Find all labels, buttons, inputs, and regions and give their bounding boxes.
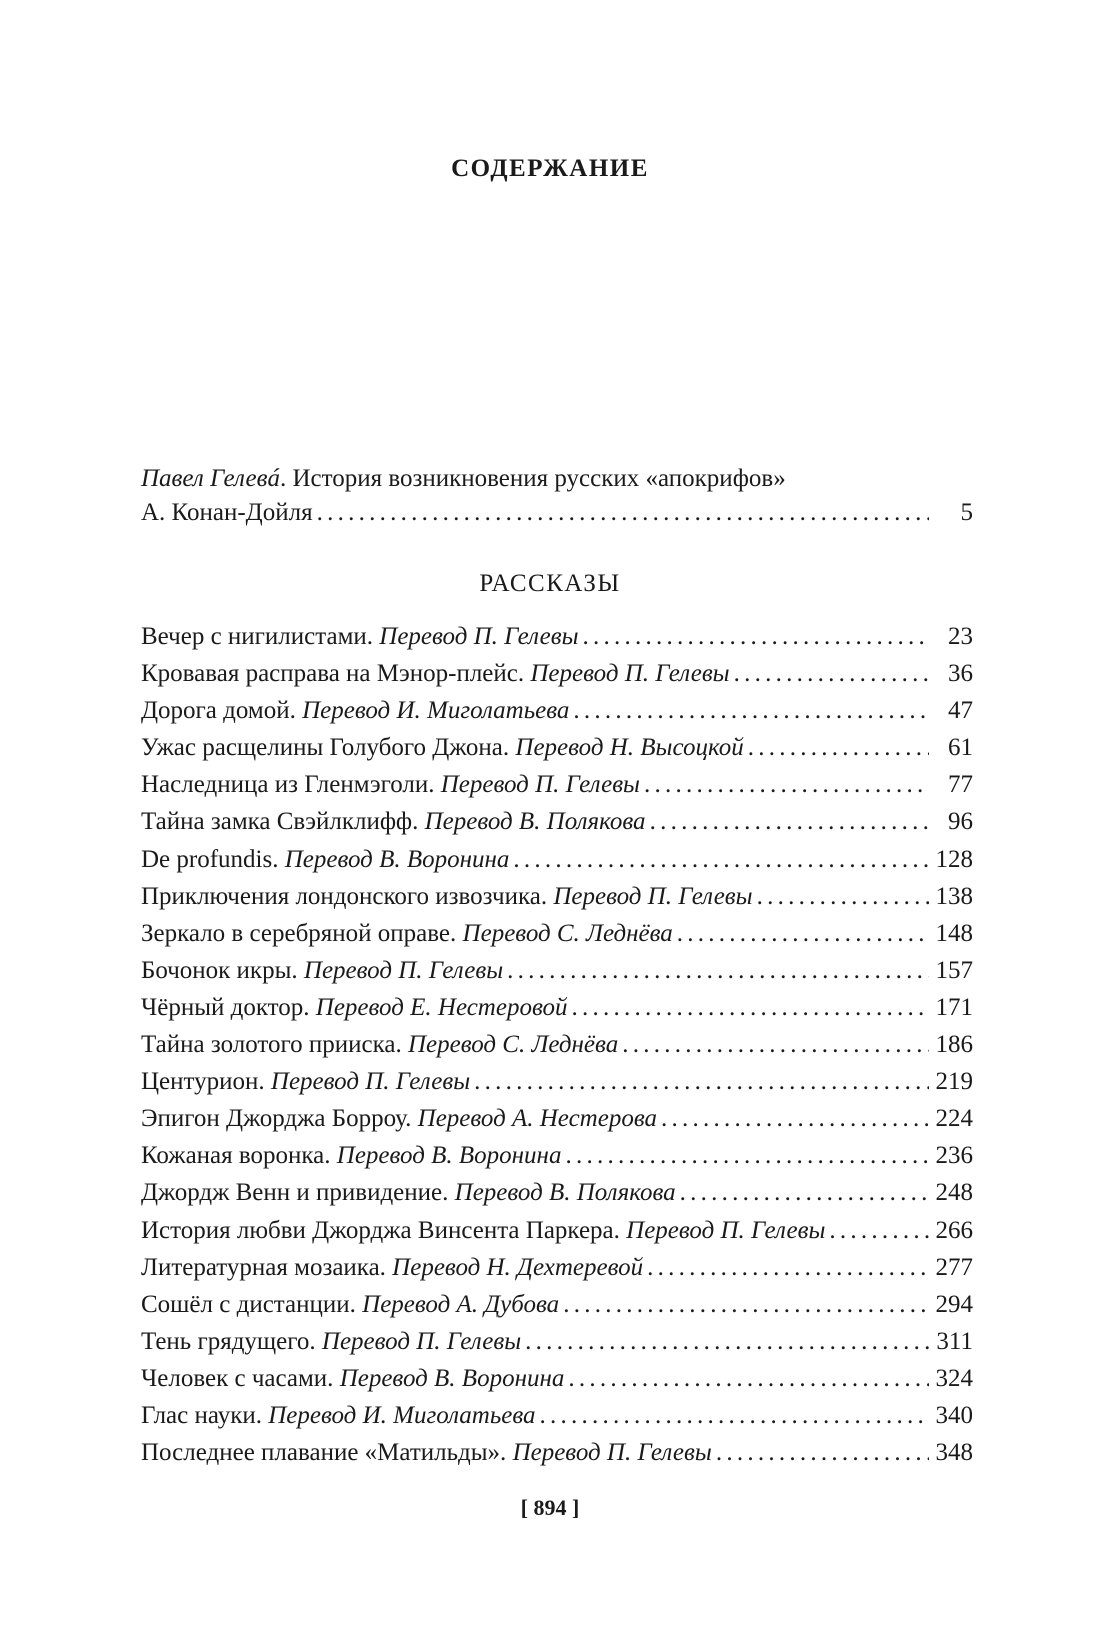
story-translator: Перевод Н. Дехтеревой (392, 1253, 644, 1281)
story-page-number: 266 (935, 1216, 973, 1244)
toc-entry-title (141, 989, 567, 1026)
story-page-number: 277 (935, 1253, 973, 1281)
toc-entry[interactable] (141, 729, 973, 766)
story-translator: Перевод А. Дубова (362, 1290, 560, 1318)
story-translator: Перевод А. Нестерова (417, 1105, 657, 1133)
story-title: Тень грядущего. (141, 1327, 316, 1355)
story-translator: Перевод П. Гелевы (270, 1068, 471, 1096)
page-folio: [ 894 ] (520, 1495, 580, 1520)
toc-entry-title (141, 1026, 618, 1063)
preface-title-line (141, 462, 973, 496)
story-title: Глас науки. (141, 1401, 262, 1429)
dot-leader (568, 1360, 929, 1397)
story-translator: Перевод Е. Нестеровой (315, 993, 568, 1021)
story-title: Ужас расщелины Голубого Джона. (141, 734, 510, 762)
toc-entry-title (141, 803, 646, 840)
story-title: Человек с часами. (141, 1364, 334, 1392)
toc-entry[interactable] (141, 841, 973, 878)
preface-title-part1: . История возникновения русских «апокрифов» (279, 465, 786, 492)
toc-entry-title (141, 841, 509, 878)
story-title: Тайна замка Свэйлклифф. (141, 808, 419, 836)
toc-entry-title (141, 915, 673, 952)
toc-entry[interactable] (141, 1360, 973, 1397)
story-translator: Перевод П. Гелевы (512, 1439, 712, 1467)
story-title: Чёрный доктор. (141, 993, 310, 1021)
dot-leader (734, 655, 929, 692)
dot-leader (680, 1174, 929, 1211)
story-translator: Перевод П. Гелевы (321, 1327, 522, 1355)
story-page-number: 36 (948, 660, 973, 688)
toc-entry[interactable] (141, 915, 973, 952)
dot-leader (622, 1026, 929, 1063)
story-page-number: 23 (948, 623, 973, 650)
dot-leader (661, 1100, 929, 1137)
toc-entry[interactable] (141, 1137, 973, 1174)
story-page-number: 248 (935, 1179, 973, 1207)
toc-entry-title (141, 1397, 536, 1434)
story-translator: Перевод В. Воронина (339, 1364, 565, 1392)
story-title: Сошёл с дистанции. (141, 1290, 356, 1318)
stories-list (141, 618, 973, 1471)
preface-second-line (141, 496, 973, 530)
toc-entry[interactable] (141, 989, 973, 1026)
toc-entry[interactable] (141, 803, 973, 840)
toc-entry[interactable] (141, 1212, 973, 1249)
story-translator: Перевод В. Воронина (284, 845, 510, 873)
toc-entry-title (141, 766, 640, 803)
story-translator: Перевод С. Леднёва (407, 1031, 619, 1059)
story-title: Тайна золотого прииска. (141, 1031, 402, 1059)
toc-entry-title (141, 1323, 521, 1360)
dot-leader (474, 1063, 929, 1100)
story-page-number: 224 (935, 1105, 973, 1133)
story-translator: Перевод И. Миголатьева (302, 697, 570, 725)
toc-entry-title (141, 1100, 657, 1137)
toc-entry[interactable] (141, 1323, 973, 1360)
story-title: De profundis. (141, 845, 279, 873)
dot-leader (540, 1397, 930, 1434)
toc-entry-title (141, 1434, 712, 1471)
dot-leader (317, 496, 929, 530)
toc-entry-title (141, 1286, 559, 1323)
story-title: Бочонок икры. (141, 956, 298, 984)
dot-leader (829, 1212, 929, 1249)
toc-entry[interactable] (141, 1286, 973, 1323)
story-translator: Перевод В. Воронина (336, 1142, 562, 1170)
toc-entry[interactable] (141, 1100, 973, 1137)
dot-leader (716, 1434, 929, 1471)
story-page-number: 47 (948, 697, 973, 725)
toc-entry[interactable] (141, 1397, 973, 1434)
toc-entry-title (141, 618, 579, 655)
story-page-number: 311 (936, 1327, 973, 1355)
toc-entry-title (141, 1249, 643, 1286)
story-page-number: 157 (935, 956, 973, 984)
preface-author: Павел Гелевá (141, 465, 280, 492)
story-translator: Перевод С. Леднёва (462, 919, 673, 947)
story-page-number: 138 (935, 882, 973, 910)
story-page-number: 340 (935, 1401, 973, 1429)
toc-entry-title (141, 1174, 676, 1211)
story-title: Зеркало в серебряной оправе. (141, 919, 457, 947)
section-heading-stories: РАССКАЗЫ (479, 570, 621, 597)
dot-leader (565, 1137, 929, 1174)
story-page-number: 324 (935, 1364, 973, 1392)
toc-entry[interactable] (141, 952, 973, 989)
page-title: СОДЕРЖАНИЕ (451, 155, 649, 182)
story-translator: Перевод В. Полякова (424, 808, 646, 836)
preface-page-number: 5 (960, 499, 973, 526)
story-page-number: 171 (935, 993, 973, 1021)
story-title: Эпигон Джорджа Борроу. (141, 1105, 412, 1133)
story-title: Кровавая расправа на Мэнор-плейс. (141, 660, 525, 688)
toc-entry-title (141, 1063, 470, 1100)
story-page-number: 128 (935, 845, 973, 873)
preface-entry[interactable] (141, 462, 973, 530)
toc-entry[interactable] (141, 655, 973, 692)
dot-leader (563, 1286, 929, 1323)
toc-entry[interactable] (141, 1174, 973, 1211)
dot-leader (677, 915, 929, 952)
story-title: Последнее плавание «Матильды». (141, 1439, 507, 1467)
story-page-number: 219 (935, 1068, 973, 1096)
story-translator: Перевод В. Полякова (454, 1179, 676, 1207)
dot-leader (757, 878, 929, 915)
toc-entry[interactable] (141, 1249, 973, 1286)
story-page-number: 294 (935, 1290, 973, 1318)
story-title: Центурион. (141, 1068, 265, 1096)
story-title: Кожаная воронка. (141, 1142, 331, 1170)
dot-leader (571, 989, 929, 1026)
toc-entry-title (141, 952, 503, 989)
story-page-number: 77 (948, 771, 973, 799)
story-translator: Перевод П. Гелевы (553, 882, 753, 910)
story-translator: Перевод П. Гелевы (530, 660, 730, 688)
dot-leader (644, 766, 929, 803)
story-title: Вечер с нигилистами. (141, 623, 374, 650)
toc-entry[interactable] (141, 766, 973, 803)
story-title: История любви Джорджа Винсента Паркера. (141, 1216, 620, 1244)
toc-entry[interactable] (141, 1026, 973, 1063)
toc-entry[interactable] (141, 618, 973, 655)
story-translator: Перевод П. Гелевы (303, 956, 504, 984)
toc-entry[interactable] (141, 692, 973, 729)
story-translator: Перевод Н. Высоцкой (515, 734, 744, 762)
toc-entry-title (141, 1212, 825, 1249)
story-page-number: 96 (948, 808, 973, 836)
story-page-number: 148 (935, 919, 973, 947)
toc-entry[interactable] (141, 1063, 973, 1100)
story-translator: Перевод И. Миголатьева (268, 1401, 536, 1429)
story-translator: Перевод П. Гелевы (440, 771, 640, 799)
toc-entry-title (141, 878, 753, 915)
toc-entry-title (141, 1360, 564, 1397)
story-title: Литературная мозаика. (141, 1253, 386, 1281)
story-translator: Перевод П. Гелевы (379, 623, 579, 650)
story-title: Наследница из Гленмэголи. (141, 771, 435, 799)
story-page-number: 236 (935, 1142, 973, 1170)
story-title: Приключения лондонского извозчика. (141, 882, 548, 910)
dot-leader (513, 841, 929, 878)
story-title: Дорога домой. (141, 697, 296, 725)
toc-entry-title (141, 655, 730, 692)
dot-leader (748, 729, 929, 766)
story-page-number: 348 (935, 1439, 973, 1467)
story-page-number: 61 (948, 734, 973, 762)
dot-leader (650, 803, 929, 840)
dot-leader (647, 1249, 929, 1286)
toc-entry-title (141, 729, 744, 766)
dot-leader (573, 692, 929, 729)
story-title: Джордж Венн и привидение. (141, 1179, 449, 1207)
toc-entry[interactable] (141, 1434, 973, 1471)
toc-entry[interactable] (141, 878, 973, 915)
dot-leader (583, 618, 929, 655)
dot-leader (525, 1323, 929, 1360)
toc-entry-title (141, 692, 569, 729)
story-page-number: 186 (935, 1031, 973, 1059)
dot-leader (507, 952, 929, 989)
preface-title-part2: А. Конан-Дойля (141, 499, 313, 526)
story-translator: Перевод П. Гелевы (626, 1216, 826, 1244)
toc-entry-title (141, 1137, 561, 1174)
